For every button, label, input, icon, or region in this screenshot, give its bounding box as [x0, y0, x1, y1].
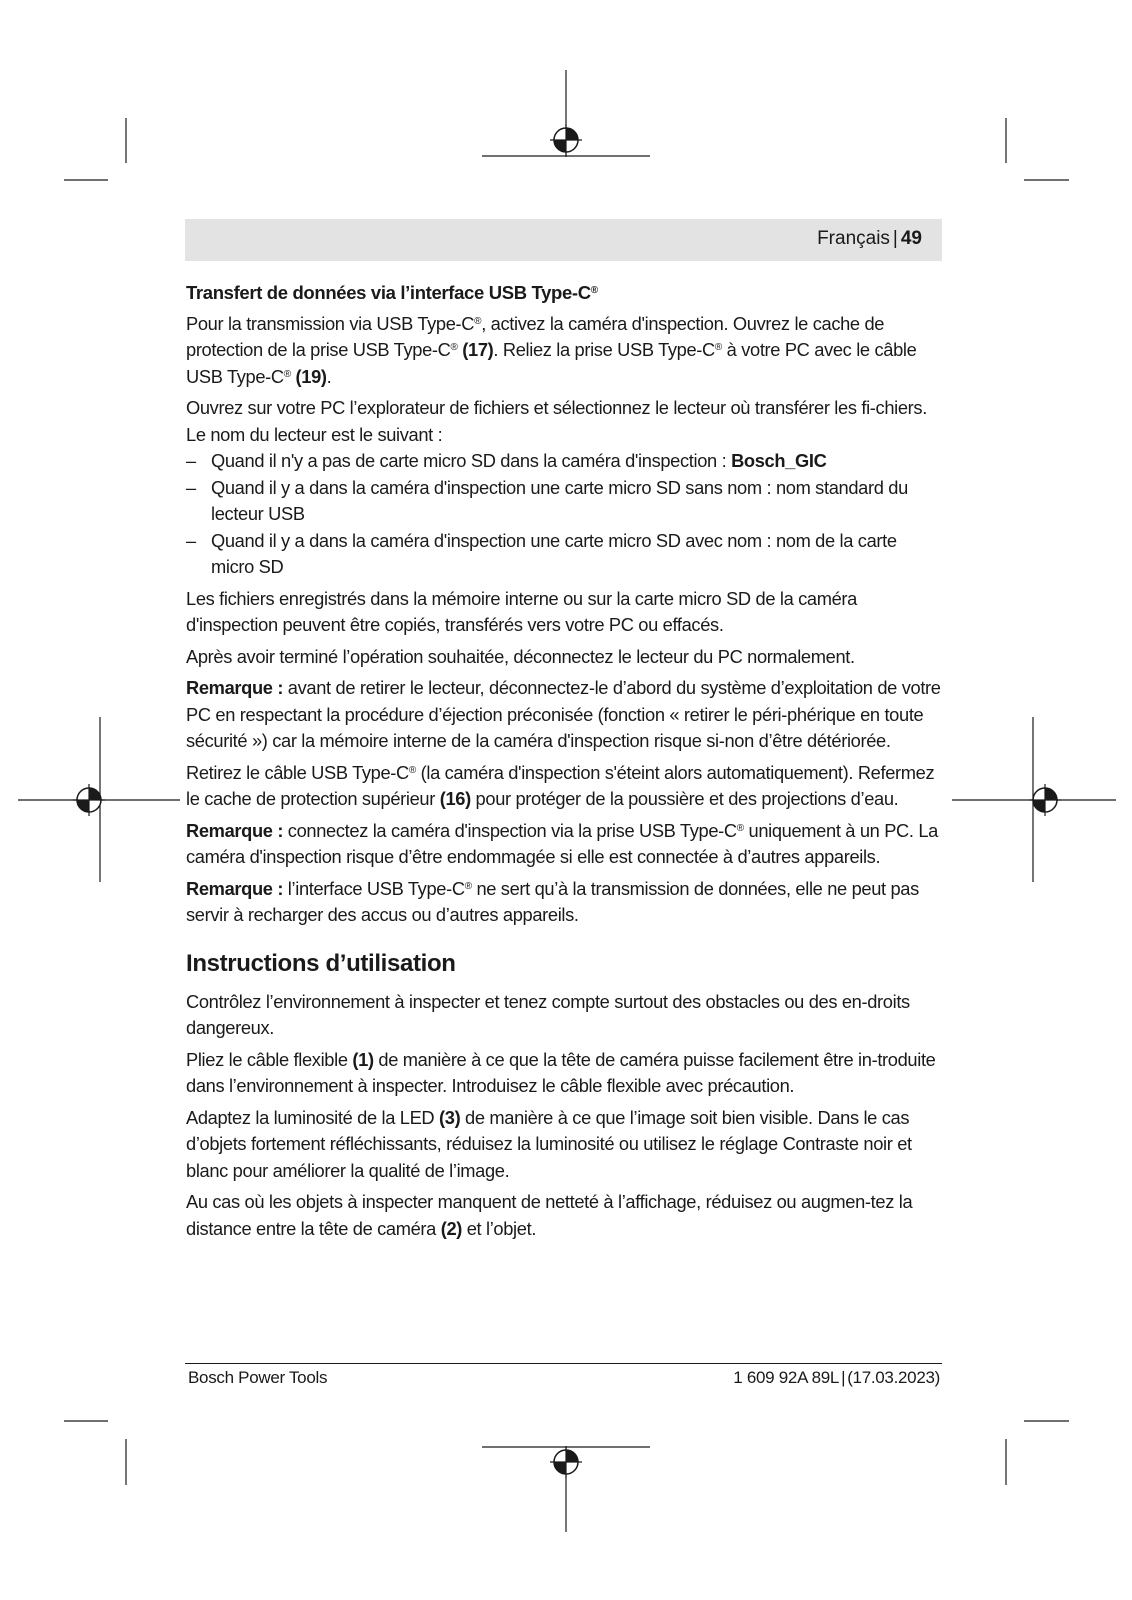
footer-divider: [185, 1363, 942, 1364]
page-header: [185, 219, 942, 261]
list-item: – Quand il y a dans la caméra d'inspection une carte micro SD sans nom : nom standard du lecteur USB: [186, 475, 942, 528]
paragraph-sharpness: Au cas où les objets à inspecter manquent de netteté à l’affichage, réduisez ou augmen-tez la distance entre la tête de caméra (2) et l’objet.: [186, 1191, 913, 1239]
paragraph-remove-cable: Retirez le câble USB Type-C® (la caméra d'inspection s'éteint alors automatiquement). Refermez le cache de protection supérieur (16) pour protéger de la poussière et des projections d’eau.: [186, 761, 935, 809]
note-eject: Remarque : avant de retirer le lecteur, déconnectez-le d’abord du système d’exploitation de votre PC en respectant la procédure d’éjection préconisée (fonction « retirer le péri-phérique en toute sécurité ») car la mémoire interne de la caméra d'inspection risque si-non d’être détériorée.: [186, 677, 941, 751]
section-heading-usb: Transfert de données via l’interface USB Type-C®: [186, 282, 598, 303]
paragraph-usb-transmission: Pour la transmission via USB Type-C®, activez la caméra d'inspection. Ouvrez le cache de protection de la prise USB Type-C® (17). Reliez la prise USB Type-C® à votre PC avec le câble USB Type-C® (19).: [186, 312, 917, 387]
header-language: Français: [817, 228, 890, 249]
list-item: – Quand il y a dans la caméra d'inspection une carte micro SD avec nom : nom de la carte micro SD: [186, 528, 942, 581]
doc-number: 1 609 92A 89L: [733, 1368, 840, 1387]
paragraph-led-brightness: Adaptez la luminosité de la LED (3) de manière à ce que l’image soit bien visible. Dans le cas d’objets fortement réfléchissants, réduisez la luminosité ou utilisez le réglage Contraste noir et blanc pour améliorer la qualité de l’image.: [186, 1106, 912, 1181]
section-heading-instructions: Instructions d’utilisation: [186, 949, 456, 977]
paragraph-flexible-cable: Pliez le câble flexible (1) de manière à ce que la tête de caméra puisse facilement être in-troduite dans l’environnement à inspecter. Introduisez le câble flexible avec précaution.: [186, 1048, 936, 1096]
footer-brand: Bosch Power Tools: [188, 1368, 328, 1387]
paragraph-environment: Contrôlez l’environnement à inspecter et tenez compte surtout des obstacles ou des en-droits dangereux.: [186, 990, 910, 1038]
doc-date: (17.03.2023): [847, 1368, 940, 1387]
drive-name-list: [186, 448, 942, 581]
list-item: – Quand il n'y a pas de carte micro SD dans la caméra d'inspection : Bosch_GIC: [186, 448, 942, 475]
page-body: [186, 280, 942, 1247]
paragraph-explorer: Ouvrez sur votre PC l’explorateur de fichiers et sélectionnez le lecteur où transférer les fi-chiers. Le nom du lecteur est le suivant :: [186, 397, 927, 445]
header-separator: |: [892, 228, 898, 249]
header-label: [817, 228, 922, 250]
page-number: 49: [900, 228, 922, 249]
note-connect-pc: Remarque : connectez la caméra d'inspection via la prise USB Type-C® uniquement à un PC. La caméra d'inspection risque d’être endommagée si elle est connectée à d’autres appareils.: [186, 819, 938, 867]
paragraph-files: Les fichiers enregistrés dans la mémoire interne ou sur la carte micro SD de la caméra d'inspection peuvent être copiés, transférés vers votre PC ou effacés.: [186, 587, 857, 635]
note-interface: Remarque : l’interface USB Type-C® ne sert qu’à la transmission de données, elle ne peut pas servir à recharger des accus ou d’autres appareils.: [186, 877, 919, 925]
paragraph-disconnect: Après avoir terminé l’opération souhaitée, déconnectez le lecteur du PC normalement.: [186, 645, 855, 667]
footer-doc-info: 1 609 92A 89L | (17.03.2023): [733, 1368, 940, 1387]
